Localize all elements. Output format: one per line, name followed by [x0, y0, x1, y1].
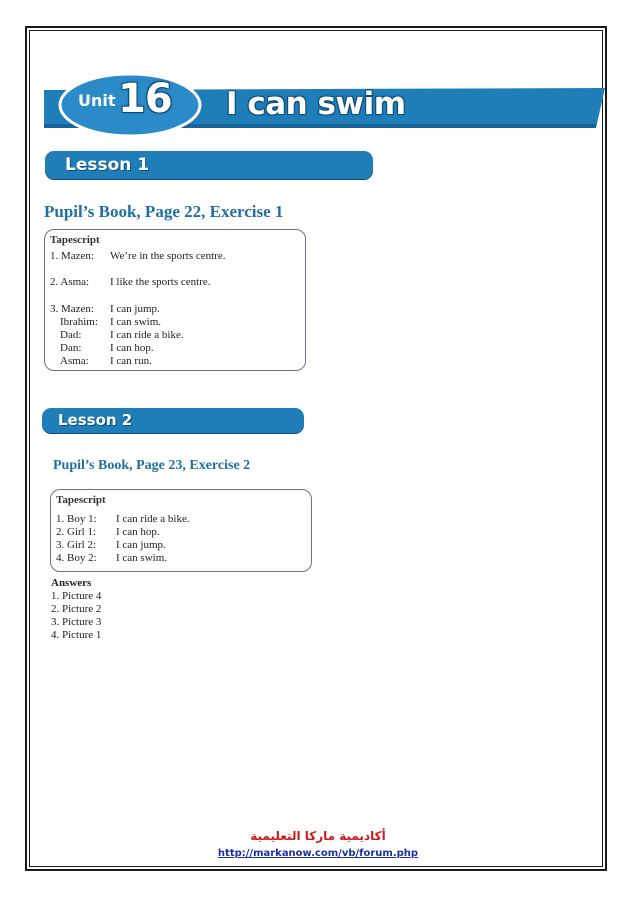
line: I can ride a bike.	[110, 329, 184, 341]
line: We’re in the sports centre.	[110, 250, 226, 262]
unit-number: 16	[118, 76, 172, 122]
tapescript-title: Tapescript	[56, 494, 106, 506]
answers-block	[51, 577, 101, 642]
speaker: 1. Boy 1:	[56, 513, 97, 525]
line: I can ride a bike.	[116, 513, 190, 525]
lesson-1-bar	[45, 151, 373, 179]
lesson-2-heading: Pupil’s Book, Page 23, Exercise 2	[53, 458, 251, 473]
line: I can hop.	[116, 526, 160, 538]
speaker: 2. Girl 1:	[56, 526, 97, 538]
unit-label: Unit	[78, 91, 116, 110]
speaker: 1. Mazen:	[50, 250, 94, 262]
answer-item: 3. Picture 3	[51, 616, 102, 628]
lesson-2-tapescript-box	[50, 489, 312, 572]
line: I like the sports centre.	[110, 276, 211, 288]
speaker: Dad:	[60, 329, 82, 341]
speaker: 2. Asma:	[50, 276, 90, 288]
line: I can run.	[110, 355, 152, 367]
speaker: Dan:	[60, 342, 82, 354]
answer-item: 2. Picture 2	[51, 603, 102, 615]
lesson-2-bar	[42, 408, 304, 433]
line: I can jump.	[116, 539, 166, 551]
lesson-1-tapescript-box	[44, 229, 306, 371]
speaker: 3. Mazen:	[50, 303, 94, 315]
answer-item: 4. Picture 1	[51, 629, 102, 641]
lesson-1-heading: Pupil’s Book, Page 22, Exercise 1	[44, 202, 284, 221]
line: I can jump.	[110, 303, 160, 315]
line: I can hop.	[110, 342, 154, 354]
speaker: 3. Girl 2:	[56, 539, 97, 551]
speaker: Asma:	[60, 355, 89, 367]
footer-link[interactable]: http://markanow.com/vb/forum.php	[217, 848, 419, 859]
speaker: Ibrahim:	[60, 316, 98, 328]
lesson-2-label: Lesson 2	[58, 411, 133, 429]
line: I can swim.	[116, 552, 168, 564]
lesson-1-label: Lesson 1	[65, 155, 150, 175]
answer-item: 1. Picture 4	[51, 590, 102, 602]
footer-academy-name: أكاديمية ماركا التعليمية	[250, 829, 386, 843]
speaker: 4. Boy 2:	[56, 552, 97, 564]
answers-title: Answers	[51, 577, 92, 589]
tapescript-title: Tapescript	[50, 234, 100, 246]
unit-title: I can swim	[226, 86, 406, 122]
line: I can swim.	[110, 316, 162, 328]
